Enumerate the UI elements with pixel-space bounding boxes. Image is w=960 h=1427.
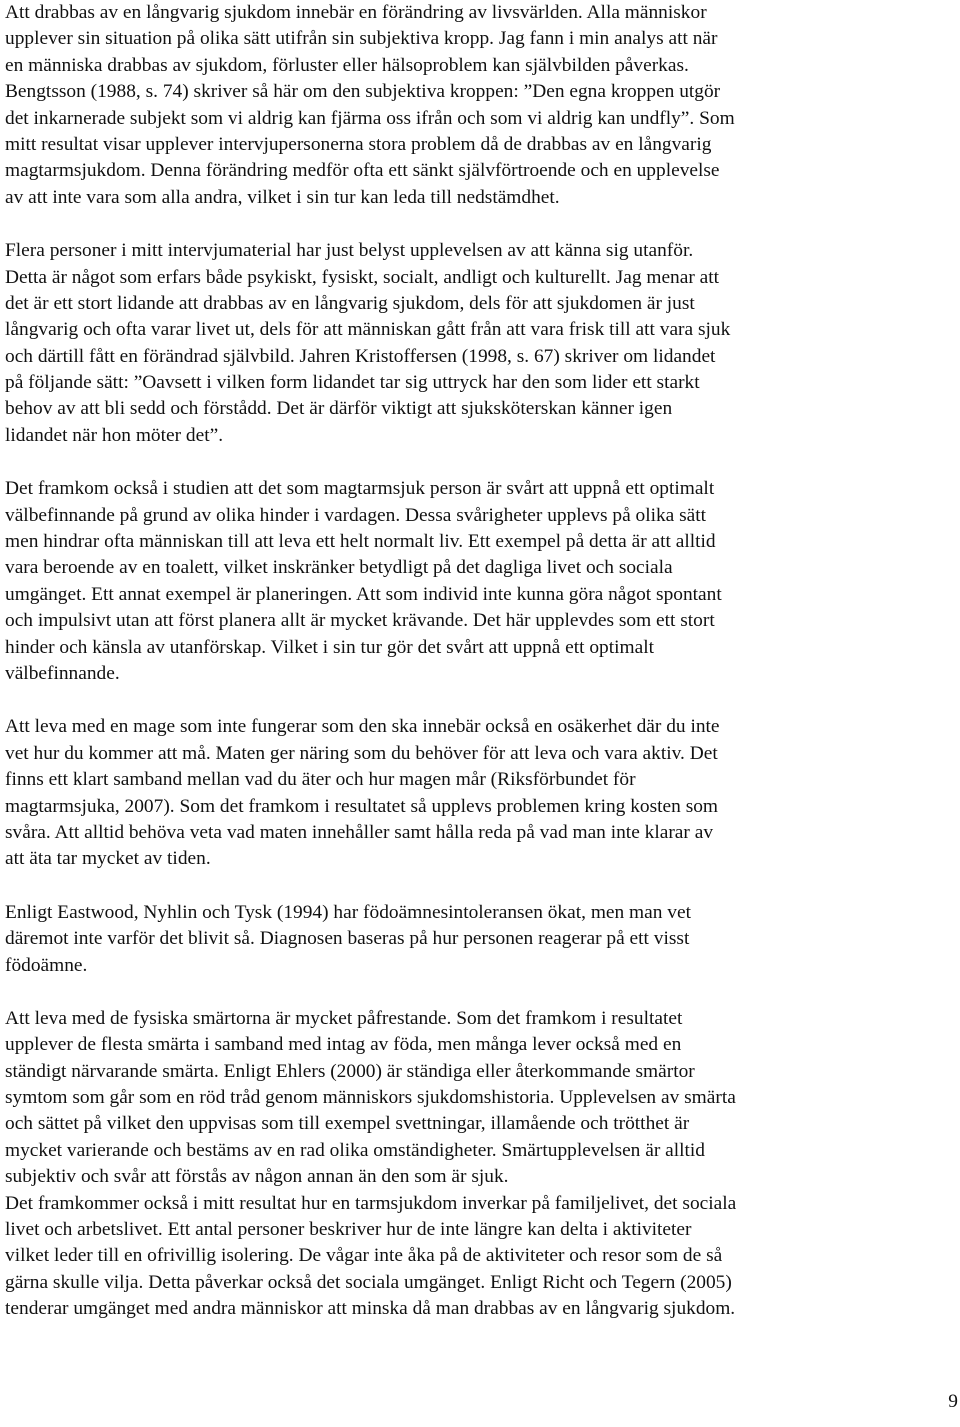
paragraph-gap [5, 979, 867, 1006]
text-line: Det framkommer också i mitt resultat hur en tarmsjukdom inverkar på familjelivet, det sociala [5, 1192, 737, 1214]
text-line: subjektiv och svår att förstås av någon annan än den som är sjuk. [5, 1166, 509, 1188]
text-line: symtom som går som en röd tråd genom människors sjukdomshistoria. Upplevelsen av smärta [5, 1087, 736, 1109]
paragraph-gap [5, 449, 867, 476]
text-line: magtarmsjukdom. Denna förändring medför ofta ett sänkt självförtroende och en upplevelse [5, 160, 720, 182]
text-line: men hindrar ofta människan till att leva ett helt normalt liv. Ett exempel på detta är att alltid [5, 531, 716, 553]
paragraph-4 [5, 714, 867, 872]
paragraph-gap [5, 873, 867, 900]
text-line: Det framkom också i studien att det som magtarmsjuk person är svårt att uppnå ett optimalt [5, 478, 715, 500]
text-line: tenderar umgänget med andra människor att minska då man drabbas av en långvarig sjukdom. [5, 1298, 736, 1320]
text-line: det inkarnerade subjekt som vi aldrig kan fjärma oss ifrån och som vi aldrig kan undfly”. Som [5, 107, 735, 129]
text-line: finns ett klart samband mellan vad du äter och hur magen mår (Riksförbundet för [5, 769, 636, 791]
text-line: mitt resultat visar upplever intervjupersonerna stora problem då de drabbas av en långvarig [5, 133, 712, 155]
text-line: Detta är något som erfars både psykiskt, fysiskt, socialt, andligt och kulturellt. Jag menar att [5, 266, 720, 288]
page-number: 9 [948, 1391, 958, 1412]
text-line: Flera personer i mitt intervjumaterial har just belyst upplevelsen av att känna sig utanför. [5, 240, 694, 262]
text-line: hinder och känsla av utanförskap. Vilket i sin tur gör det svårt att uppnå ett optimalt [5, 636, 654, 658]
text-line: välbefinnande. [5, 662, 120, 684]
paragraph-2 [5, 238, 867, 449]
text-line: en människa drabbas av sjukdom, förluster eller hälsoproblem kan självbilden påverkas. [5, 54, 689, 76]
text-line: och sättet på vilket den uppvisas som till exempel svettningar, illamående och trötthet är [5, 1113, 690, 1135]
text-line: långvarig och ofta varar livet ut, dels för att människan gått från att vara frisk till att vara sjuk [5, 319, 731, 341]
paragraph-1 [5, 0, 867, 211]
text-line: behov av att bli sedd och förstådd. Det är därför viktigt att sjuksköterskan känner igen [5, 398, 673, 420]
paragraph-gap [5, 211, 867, 238]
text-line: på följande sätt: ”Oavsett i vilken form lidandet tar sig uttryck har den som lider ett starkt [5, 372, 700, 394]
text-line: Enligt Eastwood, Nyhlin och Tysk (1994) har födoämnesintoleransen ökat, men man vet [5, 901, 691, 923]
text-line: att äta tar mycket av tiden. [5, 848, 211, 870]
text-line: och därtill fått en förändrad självbild. Jahren Kristoffersen (1998, s. 67) skriver om lidandet [5, 345, 716, 367]
text-line: däremot inte varför det blivit så. Diagnosen baseras på hur personen reagerar på ett visst [5, 928, 690, 950]
text-line: mycket varierande och bestäms av en rad olika omständigheter. Smärtupplevelsen är alltid [5, 1139, 705, 1161]
text-line: och impulsivt utan att först planera allt är mycket krävande. Det här upplevdes som ett stort [5, 610, 715, 632]
document-page [5, 0, 867, 1323]
text-line: födoämne. [5, 954, 88, 976]
text-line: upplever de flesta smärta i samband med intag av föda, men många lever också med en [5, 1034, 682, 1056]
text-line: lidandet när hon möter det”. [5, 424, 224, 446]
text-line: livet och arbetslivet. Ett antal personer beskriver hur de inte längre kan delta i aktiviteter [5, 1219, 692, 1241]
text-line: Bengtsson (1988, s. 74) skriver så här om den subjektiva kroppen: ”Den egna kroppen utgör [5, 81, 721, 103]
text-line: vet hur du kommer att må. Maten ger näring som du behöver för att leva och vara aktiv. Det [5, 742, 718, 764]
text-line: Att leva med en mage som inte fungerar som den ska innebär också en osäkerhet där du inte [5, 716, 720, 738]
text-line: Att leva med de fysiska smärtorna är mycket påfrestande. Som det framkom i resultatet [5, 1007, 683, 1029]
paragraph-6 [5, 1006, 867, 1323]
text-line: det är ett stort lidande att drabbas av en långvarig sjukdom, dels för att sjukdomen är just [5, 292, 695, 314]
text-line: Att drabbas av en långvarig sjukdom innebär en förändring av livsvärlden. Alla människor [5, 2, 707, 23]
text-line: svåra. Att alltid behöva veta vad maten innehåller samt hålla reda på vad man inte klarar av [5, 821, 714, 843]
text-line: magtarmsjuka, 2007). Som det framkom i resultatet så upplevs problemen kring kosten som [5, 795, 719, 817]
text-line: ständigt närvarande smärta. Enligt Ehlers (2000) är ständiga eller återkommande smärtor [5, 1060, 695, 1082]
text-line: av att inte vara som alla andra, vilket i sin tur kan leda till nedstämdhet. [5, 186, 560, 208]
text-line: gärna skulle vilja. Detta påverkar också det sociala umgänget. Enligt Richt och Tegern (2005) [5, 1271, 732, 1293]
paragraph-5 [5, 900, 867, 979]
text-line: vilket leder till en ofrivillig isolering. De vågar inte åka på de aktiviteter och resor som de så [5, 1245, 723, 1267]
text-line: upplever sin situation på olika sätt utifrån sin subjektiva kropp. Jag fann i min analys att när [5, 28, 718, 50]
text-line: vara beroende av en toalett, vilket inskränker betydligt på det dagliga livet och sociala [5, 557, 673, 579]
text-line: välbefinnande på grund av olika hinder i vardagen. Dessa svårigheter upplevs på olika sätt [5, 504, 707, 526]
paragraph-3 [5, 476, 867, 687]
paragraph-gap [5, 687, 867, 714]
text-line: umgänget. Ett annat exempel är planeringen. Att som individ inte kunna göra något spontant [5, 583, 722, 605]
